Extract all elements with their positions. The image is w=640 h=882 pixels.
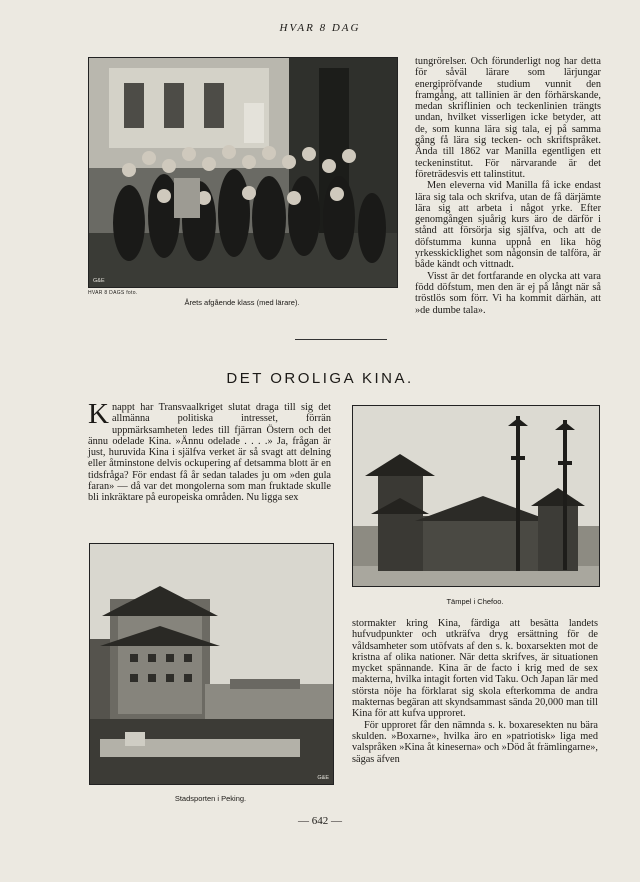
paragraph: Men eleverna vid Manilla få icke endast lära sig tala och skrifva, utan de få därjämte lära sig att arbeta i något yrke. Efter genomgången sjuårig kurs äro de därför i stånd att försörja sig själfva, och att de döfstumma kunna uppnå en lika hög yrkesskicklighet som någonsin de talföra, är både kändt och vittnadt.	[415, 180, 601, 271]
drop-cap: K	[88, 398, 109, 430]
page-number: — 642 —	[298, 815, 342, 827]
right-column-top	[415, 56, 601, 316]
photo-credit: HVAR 8 DAGS foto.	[88, 290, 138, 296]
paragraph: Visst är det fortfarande en olycka att vara född döfstum, men den är ej på långt när så tröstlös som förr. Vi ha kommit därhän, att »de dumbe tala».	[415, 270, 601, 316]
article-lead	[88, 398, 331, 504]
caption-graduating-class: Årets afgående klass (med lärare).	[184, 298, 300, 307]
temple-illustration	[353, 406, 599, 586]
paragraph: För upproret får den nämnda s. k. boxaresekten nu bära skulden. »Boxarne», hvilka äro en »patriotisk» liga med valspråken »Kina åt kineserna» och »Död åt främlingarne», sägas äfven	[352, 719, 598, 765]
caption-temple: Tämpel i Chefoo.	[446, 597, 504, 606]
section-divider	[295, 339, 387, 340]
photo-city-gate	[89, 543, 334, 785]
photo-corner-mark: G&E	[317, 775, 329, 781]
lead-paragraph	[88, 398, 331, 504]
running-header: HVAR 8 DAG	[279, 22, 361, 34]
class-photo-illustration	[89, 58, 397, 287]
caption-city-gate: Stadsporten i Peking.	[174, 794, 247, 803]
photo-graduating-class	[88, 57, 398, 288]
photo-temple	[352, 405, 600, 587]
photo-corner-mark: G&E	[93, 278, 105, 284]
paragraph: tungrörelser. Och förunderligt nog har detta för såväl lärare som lärjungar energipröfvande studium vunnit den framgång, att tallinien är den förhärskande, medan skriflinien och teckenlinien trängts undan, hvilket visserligen icke betyder, att de, som kunna lära sig tala, ej på samma gång få lära sig tecken- och skriftspråket. Ända till 1862 var Manilla egentligen ett teckeninstitut. För närvarande är det företrädesvis ett talinstitut.	[415, 56, 601, 180]
lead-text: nappt har Transvaalkriget slutat draga till sig det allmänna politiska intresset, förrän uppmärksamheten ledes till fjärran Östern och det ännu odelade Kina. »Ännu odelade . . . .» Ja, frågan är just, huruvida Kina i själfva verket är så svagt att delning eller åtminstone delvis ockupering af detsamma blott är en tidsfråga? För endast få år sedan talades ju om »den gula faran» — då var det mongolerna som man fruktade skulle bli inkräktare på europeiska områden. Nu ligga sex	[88, 402, 331, 504]
article-continuation	[352, 618, 598, 765]
article-title: DET OROLIGA KINA.	[226, 370, 414, 387]
paragraph: stormakter kring Kina, färdiga att besätta landets hufvudpunkter och utkräfva dryg ersättning för de våldsamheter som utöfvats af den s. k. boxarsekten mot de kristna af olika nationer. När detta skrifves, är situationen mycket spännande. Kina är de facto i krig med de sex makterna, hvilka intagit forten vid Taku. Och Japan lär med största nöje ha förklarat sig skola efterkomma de andra makternas begäran att skyndsammast sända 20,000 man till Kina för att kufva upproret.	[352, 618, 598, 720]
city-gate-illustration	[90, 544, 333, 784]
